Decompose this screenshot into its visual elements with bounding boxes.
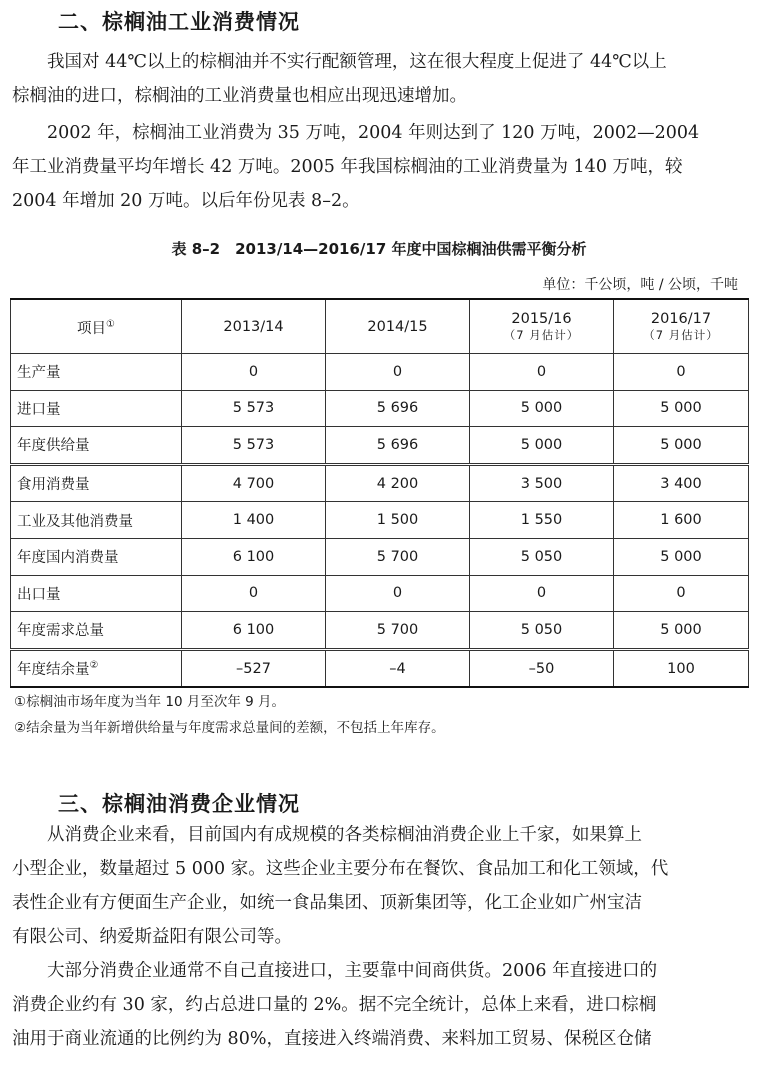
table-unit-note: 单位：千公顷，吨 / 公顷，千吨 — [542, 277, 738, 293]
footnote: ①棕榈油市场年度为当年 10 月至次年 9 月。 — [14, 694, 286, 710]
table-cell: 4 700 — [182, 464, 326, 502]
table-cell: 0 — [470, 575, 614, 612]
table-cell: 5 000 — [614, 427, 749, 465]
table-row — [11, 538, 749, 575]
table-cell: 5 000 — [470, 390, 614, 427]
table-row — [11, 612, 749, 650]
table-cell: 6 100 — [182, 538, 326, 575]
table-cell: 6 100 — [182, 612, 326, 650]
paragraph-industrial-growth — [12, 116, 748, 218]
table-cell: 1 500 — [326, 502, 470, 539]
text-line: 有限公司、纳爱斯益阳有限公司等。 — [12, 927, 292, 947]
row-label: 进口量 — [11, 390, 182, 427]
row-label: 工业及其他消费量 — [11, 502, 182, 539]
table-cell: 5 050 — [470, 612, 614, 650]
section-heading-industrial-consumption: 二、棕榈油工业消费情况 — [58, 10, 300, 34]
header-item: 项目① — [11, 299, 182, 354]
table-cell: 0 — [614, 354, 749, 391]
table-cell: 5 050 — [470, 538, 614, 575]
table-cell: 3 500 — [470, 464, 614, 502]
text-line: 棕榈油的进口，棕榈油的工业消费量也相应出现迅速增加。 — [12, 86, 467, 106]
paragraph-imports — [12, 954, 748, 1056]
section-heading-consumer-enterprises: 三、棕榈油消费企业情况 — [58, 792, 300, 816]
table-cell: 4 200 — [326, 464, 470, 502]
table-row — [11, 575, 749, 612]
table-cell: 0 — [326, 575, 470, 612]
table-cell: 3 400 — [614, 464, 749, 502]
header-2014-15: 2014/15 — [326, 299, 470, 354]
table-cell: 0 — [182, 575, 326, 612]
row-label: 年度需求总量 — [11, 612, 182, 650]
table-row — [11, 427, 749, 465]
table-cell: 5 696 — [326, 427, 470, 465]
footnote: ②结余量为当年新增供给量与年度需求总量间的差额，不包括上年库存。 — [14, 720, 445, 736]
table-row — [11, 354, 749, 391]
header-2016-17: 2016/17 （7 月估计） — [614, 299, 749, 354]
table-row — [11, 464, 749, 502]
row-label: 年度结余量② — [11, 649, 182, 687]
header-2015-16: 2015/16 （7 月估计） — [470, 299, 614, 354]
text-line: 从消费企业来看，目前国内有成规模的各类棕榈油消费企业上千家，如果算上 — [47, 825, 642, 845]
table-cell: 5 696 — [326, 390, 470, 427]
header-2013-14: 2013/14 — [182, 299, 326, 354]
row-label: 食用消费量 — [11, 464, 182, 502]
table-cell: 0 — [614, 575, 749, 612]
table-cell: –4 — [326, 649, 470, 687]
table-cell: 5 573 — [182, 427, 326, 465]
table-cell: 0 — [326, 354, 470, 391]
table-cell: 5 000 — [614, 538, 749, 575]
table-row — [11, 502, 749, 539]
text-line: 2002 年，棕榈油工业消费为 35 万吨，2004 年则达到了 120 万吨，2002—2004 — [47, 123, 700, 143]
table-cell: 5 000 — [470, 427, 614, 465]
table-cell: –50 — [470, 649, 614, 687]
table-row — [11, 649, 749, 687]
table-cell: 5 573 — [182, 390, 326, 427]
text-line: 油用于商业流通的比例约为 80%，直接进入终端消费、来料加工贸易、保税区仓储 — [12, 1029, 652, 1049]
supply-demand-table — [10, 298, 749, 688]
text-line: 表性企业有方便面生产企业，如统一食品集团、顶新集团等，化工企业如广州宝洁 — [12, 893, 642, 913]
text-line: 大部分消费企业通常不自己直接进口，主要靠中间商供货。2006 年直接进口的 — [47, 961, 658, 981]
table-row — [11, 390, 749, 427]
table-cell: 1 400 — [182, 502, 326, 539]
table-cell: 5 000 — [614, 390, 749, 427]
text-line: 2004 年增加 20 万吨。以后年份见表 8–2。 — [12, 191, 360, 211]
table-cell: 1 550 — [470, 502, 614, 539]
table-cell: –527 — [182, 649, 326, 687]
table-cell: 5 700 — [326, 538, 470, 575]
table-cell: 0 — [470, 354, 614, 391]
table-cell: 0 — [182, 354, 326, 391]
paragraph-enterprises — [12, 818, 748, 954]
row-label: 年度供给量 — [11, 427, 182, 465]
table-cell: 1 600 — [614, 502, 749, 539]
table-cell: 5 700 — [326, 612, 470, 650]
table-cell: 100 — [614, 649, 749, 687]
row-label: 生产量 — [11, 354, 182, 391]
table-caption: 表 8–2 2013/14—2016/17 年度中国棕榈油供需平衡分析 — [171, 240, 587, 258]
text-line: 我国对 44℃以上的棕榈油并不实行配额管理，这在很大程度上促进了 44℃以上 — [47, 52, 667, 72]
text-line: 年工业消费量平均年增长 42 万吨。2005 年我国棕榈油的工业消费量为 140 万吨，较 — [12, 157, 683, 177]
table-header-row — [11, 299, 749, 354]
row-label: 年度国内消费量 — [11, 538, 182, 575]
table-cell: 5 000 — [614, 612, 749, 650]
text-line: 小型企业，数量超过 5 000 家。这些企业主要分布在餐饮、食品加工和化工领域，代 — [12, 859, 669, 879]
row-label: 出口量 — [11, 575, 182, 612]
text-line: 消费企业约有 30 家，约占总进口量的 2%。据不完全统计，总体上来看，进口棕榈 — [12, 995, 657, 1015]
paragraph-quota — [12, 45, 748, 113]
